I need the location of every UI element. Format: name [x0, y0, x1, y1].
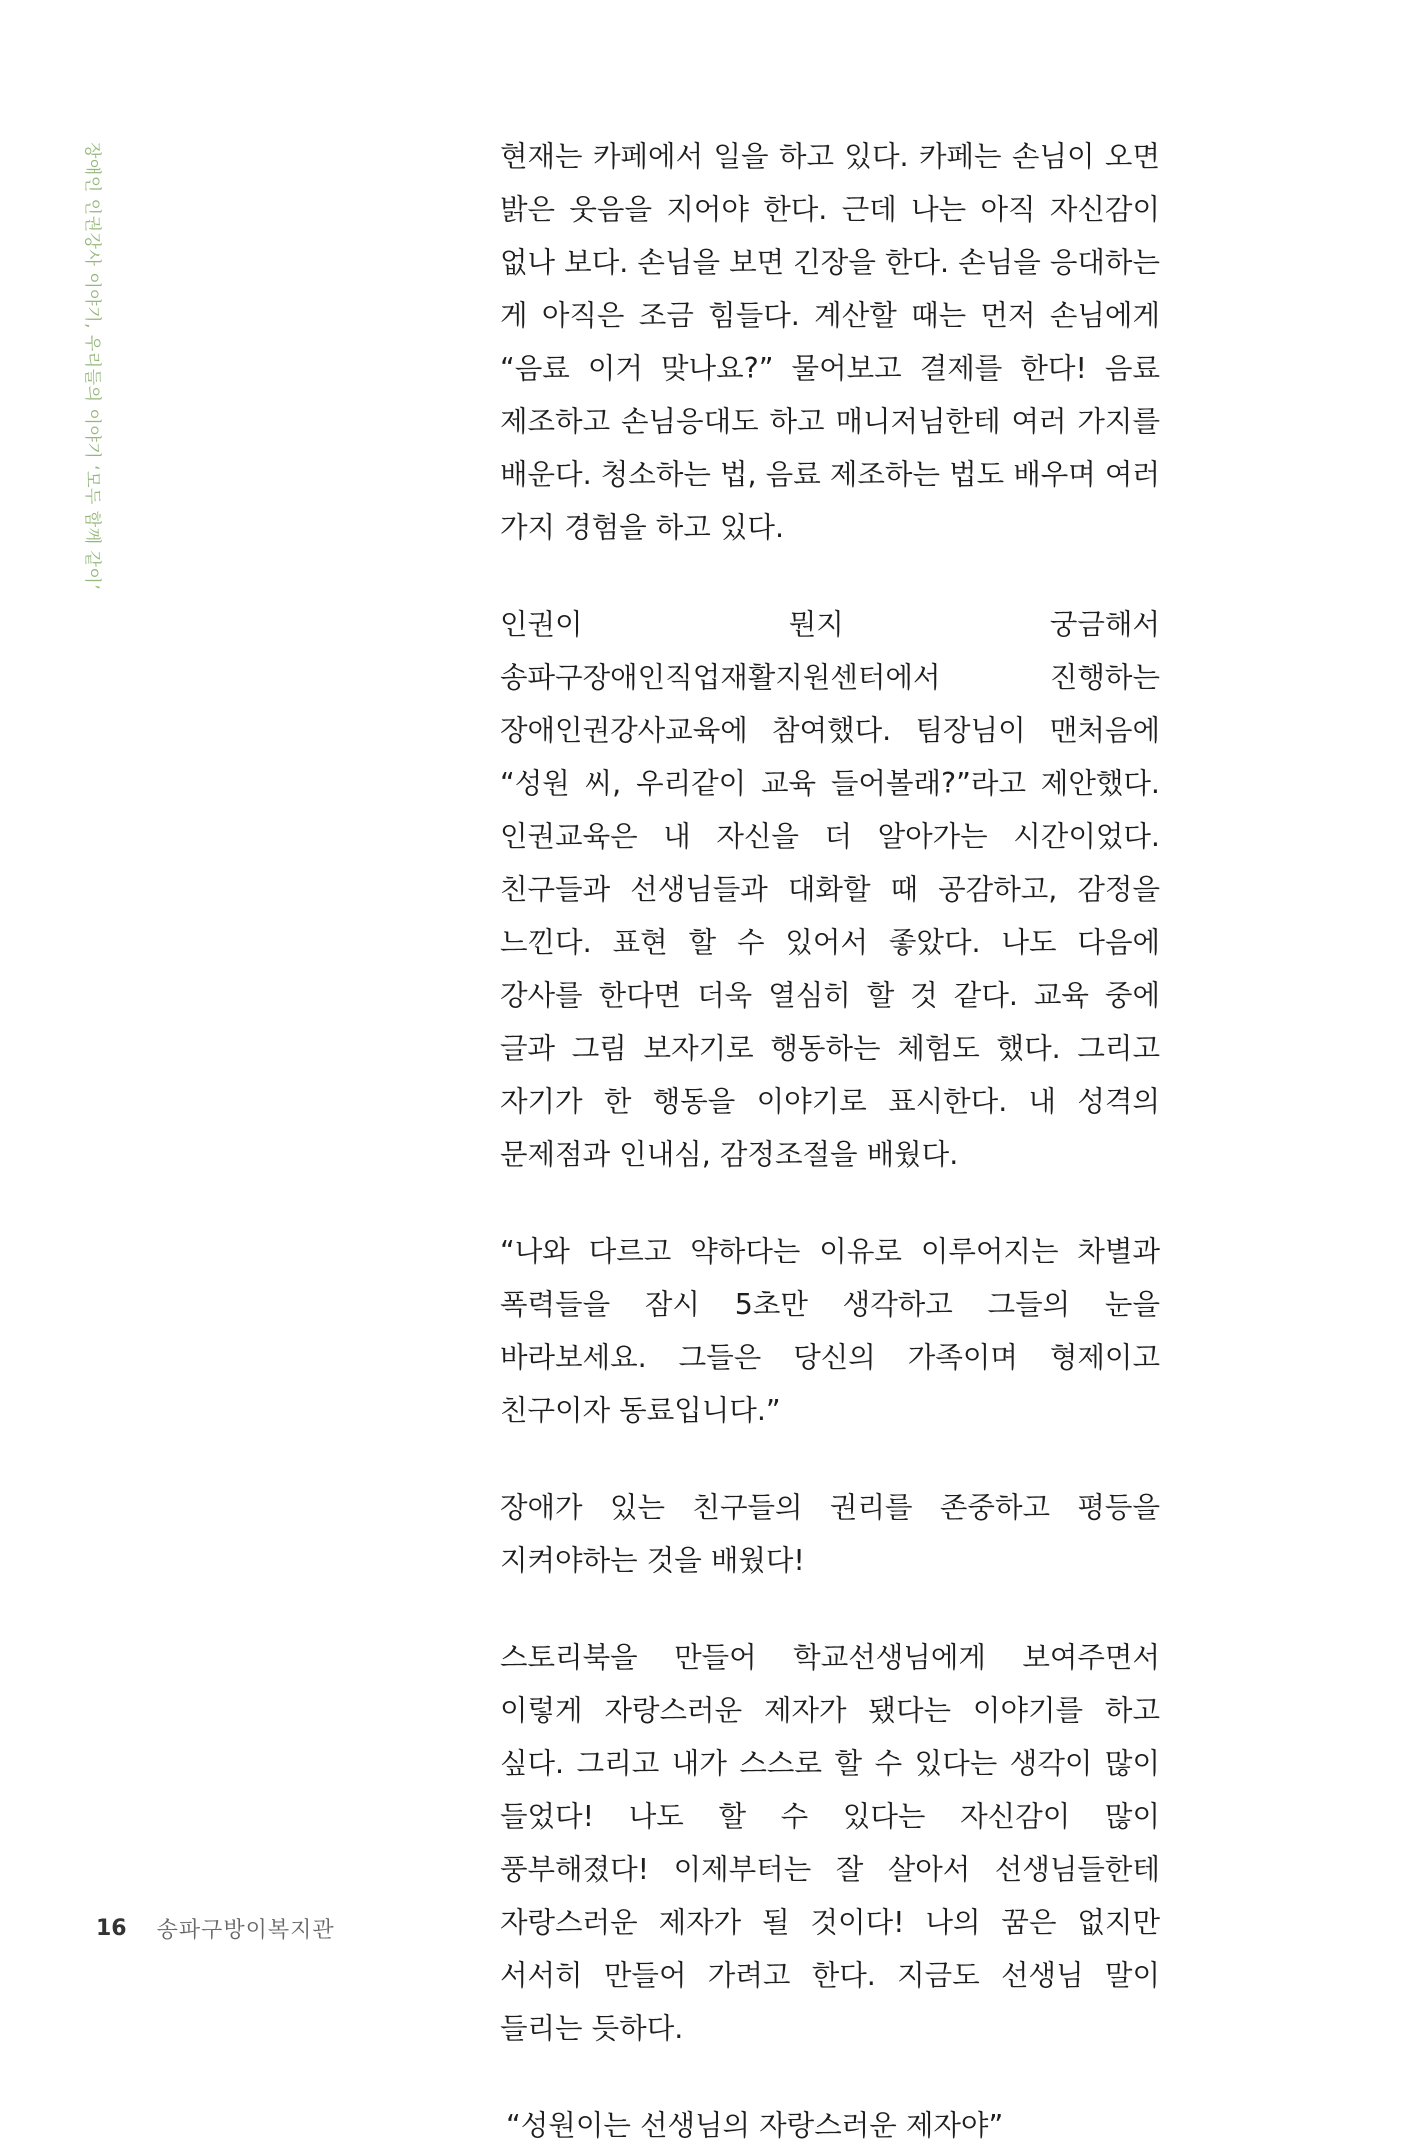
- page-number: 16: [96, 1915, 127, 1941]
- body-text: [500, 130, 1160, 2152]
- paragraph-respect-rights: 장애가 있는 친구들의 권리를 존중하고 평등을 지켜야하는 것을 배웠다!: [500, 1491, 1160, 1577]
- side-running-title: 장애인 인권강사 이야기, 우리들의 이야기 ‘모두 함께 같이’: [82, 142, 102, 591]
- paragraph-closing-quote: “성원이는 선생님의 자랑스러운 제자야”: [506, 2109, 1004, 2142]
- paragraph-cafe-work: 현재는 카페에서 일을 하고 있다. 카페는 손님이 오면 밝은 웃음을 지어야 한다. 근데 나는 아직 자신감이 없나 보다. 손님을 보면 긴장을 한다. 손님을 응대하는 게 아직은 조금 힘들다. 계산할 때는 먼저 손님에게 “음료 이거 맞나요?” 물어보고 결제를 한다! 음료 제조하고 손님응대도 하고 매니저님한테 여러 가지를 배운다. 청소하는 법, 음료 제조하는 법도 배우며 여러 가지 경험을 하고 있다.: [500, 140, 1160, 544]
- paragraph-storybook: 스토리북을 만들어 학교선생님에게 보여주면서 이렇게 자랑스러운 제자가 됐다는 이야기를 하고 싶다. 그리고 내가 스스로 할 수 있다는 생각이 많이 들었다! 나도 할 수 있다는 자신감이 많이 풍부해졌다! 이제부터는 잘 살아서 선생님들한테 자랑스러운 제자가 될 것이다! 나의 꿈은 없지만 서서히 만들어 가려고 한다. 지금도 선생님 말이 들리는 듯하다.: [500, 1641, 1160, 2045]
- page-footer: [96, 1908, 335, 1948]
- organization-name: 송파구방이복지관: [156, 1917, 335, 1943]
- paragraph-quote-discrimination: “나와 다르고 약하다는 이유로 이루어지는 차별과 폭력들을 잠시 5초만 생각하고 그들의 눈을 바라보세요. 그들은 당신의 가족이며 형제이고 친구이자 동료입니다.”: [500, 1235, 1160, 1427]
- paragraph-human-rights-education: 인권이 뭔지 궁금해서 송파구장애인직업재활지원센터에서 진행하는 장애인권강사교육에 참여했다. 팀장님이 맨처음에 “성원 씨, 우리같이 교육 들어볼래?”라고 제안했다. 인권교육은 내 자신을 더 알아가는 시간이었다. 친구들과 선생님들과 대화할 때 공감하고, 감정을 느낀다. 표현 할 수 있어서 좋았다. 나도 다음에 강사를 한다면 더욱 열심히 할 것 같다. 교육 중에 글과 그림 보자기로 행동하는 체험도 했다. 그리고 자기가 한 행동을 이야기로 표시한다. 내 성격의 문제점과 인내심, 감정조절을 배웠다.: [500, 608, 1160, 1171]
